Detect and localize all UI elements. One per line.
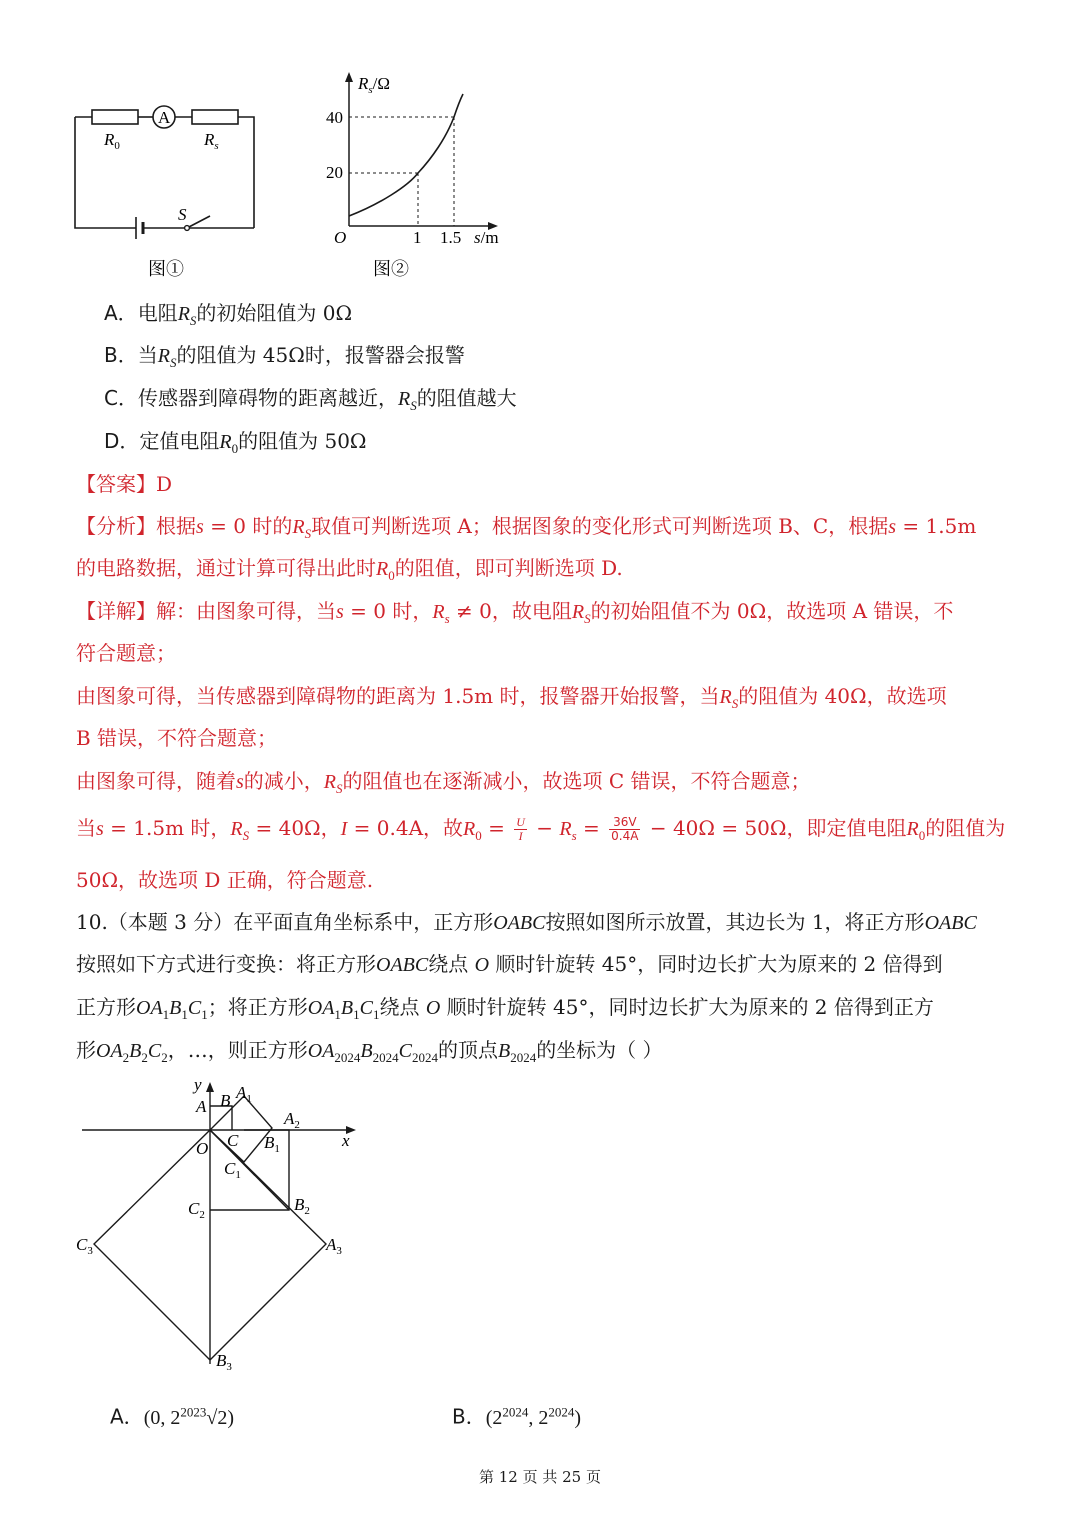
analysis-line-2: 的电路数据，通过计算可得出此时$R_0$的阻值，即可判断选项 D. [76,556,623,583]
q10-line-3: 正方形$OA_1B_1C_1$；将正方形$OA_1B_1C_1$绕点 O 顺时针旋转 45°，同时边长扩大为原来的 2 倍得到正方 [76,995,934,1022]
figure1-caption: 图① [148,259,184,279]
detail-line-1: 【详解】解：由图象可得，当s = 0 时，$R_s \ne 0$，故电阻$R_S$的初始阻值不为 0Ω，故选项 A 错误，不 [76,599,954,626]
rotating-squares-diagram [70,1072,370,1382]
q9-option-d: D．定值电阻$R_0$的阻值为 50Ω [104,429,367,456]
point-c3: $C_3$ [76,1235,93,1257]
point-o: O [196,1139,209,1158]
rs-label: $R_s$ [204,130,219,152]
point-a1: $A_1$ [236,1083,252,1105]
fraction-u-over-i: $\frac{U}{I}$ [516,815,525,843]
y-axis-label: y [194,1075,202,1094]
q10-line-2: 按照如下方式进行变换：将正方形OABC绕点 O 顺时针旋转 45°，同时边长扩大为原来的 2 倍得到 [76,952,943,976]
circuit-figure [60,90,280,290]
q9-option-a: A．电阻$R_S$的初始阻值为 0Ω [104,301,353,328]
x-axis-label: x [342,1131,350,1150]
x-axis-label: s/m [474,228,499,247]
q9-option-c: C．传感器到障碍物的距离越近，$R_S$的阻值越大 [104,386,517,413]
fraction-36v-over-04a: $\frac{36V}{0.4A}$ [611,815,639,843]
detail-line-6: 当s = 1.5m 时，$R_S = 40\Omega$，I = 0.4A，故$R_0$ = $\frac{U}{I}$ − $R_s$ = $\frac{36V}{0.4A}$ − 40Ω = 50Ω，即定值电阻$R_0$的阻值为 [76,815,1006,843]
q10-option-b: B．($2^{2024}$, $2^{2024}$) [452,1404,582,1429]
detail-line-5: 由图象可得，随着s的减小，$R_S$的阻值也在逐渐减小，故选项 C 错误，不符合题意； [76,769,811,796]
detail-line-7: 50Ω，故选项 D 正确，符合题意. [76,868,374,892]
point-c: C [227,1131,239,1150]
point-b2: $B_2$ [294,1195,310,1217]
x-tick-1: 1 [413,228,422,247]
y-axis-label: $R_s/\Omega$ [358,74,391,96]
point-a3: $A_3$ [326,1235,342,1257]
detail-line-2: 符合题意； [76,641,176,665]
page-footer: 第 12 页 共 25 页 [478,1468,601,1486]
detail-line-4: B 错误，不符合题意； [76,726,278,750]
point-b3: $B_3$ [216,1351,232,1373]
ammeter-label: A [158,108,171,127]
point-c1: $C_1$ [224,1159,241,1181]
x-tick-1-5: 1.5 [440,228,462,247]
y-tick-40: 40 [326,108,343,127]
point-c2: $C_2$ [188,1199,205,1221]
q10-line-1: 10.（本题 3 分）在平面直角坐标系中，正方形OABC按照如图所示放置，其边长为 1，将正方形OABC [76,910,977,934]
detail-line-3: 由图象可得，当传感器到障碍物的距离为 1.5m 时，报警器开始报警，当$R_S$的阻值为 40Ω，故选项 [76,684,947,711]
origin-label: O [334,228,347,247]
rs-graph-figure [320,68,520,290]
point-a2: $A_2$ [284,1109,300,1131]
q10-option-a: A．(0, $2^{2023}√2$) [110,1404,234,1429]
analysis-line-1: 【分析】根据s = 0 时的$R_S$取值可判断选项 A；根据图象的变化形式可判断选项 B、C，根据s = 1.5m [76,514,977,541]
y-tick-20: 20 [326,163,343,182]
q9-option-b: B．当$R_S$的阻值为 45Ω时，报警器会报警 [104,343,465,370]
figure2-caption: 图② [373,259,409,279]
answer-line: 【答案】D [76,472,173,496]
point-b: B [220,1091,231,1110]
point-b1: $B_1$ [264,1133,280,1155]
r0-label: $R_0$ [104,130,120,152]
rs-curve [349,94,463,216]
switch-label: S [178,205,187,224]
point-a: A [196,1097,207,1116]
q10-line-4: 形$OA_2B_2C_2$，…，则正方形$OA_{2024}B_{2024}C_{2024}$的顶点$B_{2024}$的坐标为（ ） [76,1038,663,1065]
